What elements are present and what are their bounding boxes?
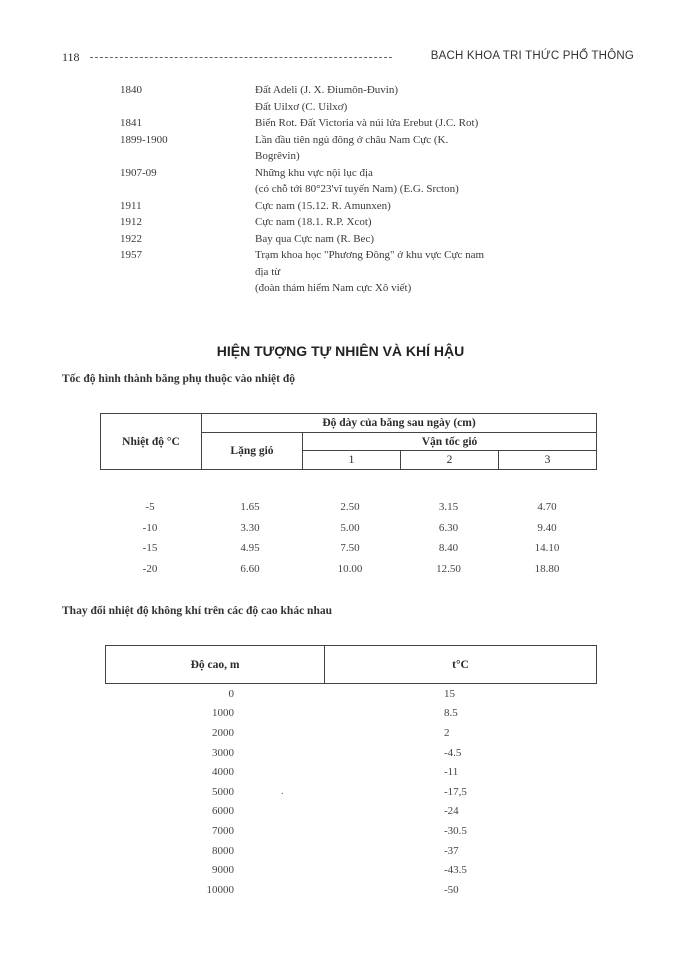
temperature-cell: 15 [444,687,455,700]
table-cell: 3.30 [240,521,260,534]
page-number: 118 [62,50,80,64]
timeline-year: 1912 [120,216,142,228]
table-cell: 6.30 [438,521,459,534]
altitude-cell: 10000 [206,883,234,896]
table-cell: -20 [142,562,158,575]
table-row [105,802,597,822]
ice-table-header [100,413,597,470]
table-cell: 18.80 [534,562,560,575]
temperature-cell: -43.5 [444,864,467,877]
altitude-cell: 1000 [212,707,234,720]
timeline-list [120,82,600,297]
table-cell: 1.65 [240,501,260,514]
spacer-cell [234,821,444,841]
timeline-year: 1911 [120,199,142,212]
ice-table-caption: Tốc độ hình thành băng phụ thuộc vào nhiệt độ [62,373,295,385]
calm-header: Lặng gió [202,433,303,470]
altitude-cell: 0 [228,687,234,700]
temp-header: Nhiệt độ °C [101,414,202,470]
table-cell: 3.15 [438,501,459,514]
table-row [100,497,597,518]
altitude-cell: 4000 [212,766,234,779]
table-cell: 4.95 [240,542,260,555]
table-cell: -10 [142,521,158,534]
altitude-table-header [105,645,597,684]
table-row [105,880,597,900]
timeline-text: Trạm khoa học "Phương Đông" ở khu vực Cực nam địa từ (đoàn thám hiểm Nam cực Xô viết) [255,249,485,294]
spacer-cell [234,684,444,704]
table-cell: 8.40 [438,542,459,555]
wind-speed-header: Vận tốc gió [303,433,597,451]
timeline-entry [120,165,600,198]
table-cell: 2.50 [340,501,360,514]
table-row [105,841,597,861]
running-title: BACH KHOA TRI THỨC PHỔ THÔNG [430,50,634,62]
table-row [105,743,597,763]
temperature-cell: -30.5 [444,824,467,837]
table-row [105,684,597,704]
thickness-header: Độ dày của băng sau ngày (cm) [202,414,597,433]
timeline-year: 1899-1900 [120,133,168,146]
table-cell: 4.70 [537,501,557,514]
table-cell: -15 [142,542,158,555]
temperature-cell: -11 [444,766,459,779]
altitude-table-caption: Thay đổi nhiệt độ không khí trên các độ cao khác nhau [62,605,332,617]
timeline-text: Bay qua Cực nam (R. Bec) [255,232,374,245]
spacer-cell [234,860,444,880]
spacer-cell [234,743,444,763]
timeline-text: Cực nam (18.1. R.P. Xcot) [255,216,372,228]
wind-col-2: 2 [400,451,498,470]
temperature-cell: -50 [444,883,459,896]
table-cell: 10.00 [337,562,363,575]
table-row [105,762,597,782]
table-row [105,704,597,724]
timeline-entry [120,115,600,132]
timeline-year: 1840 [120,84,142,96]
altitude-cell: 2000 [212,726,234,739]
temperature-cell: 2 [444,726,450,739]
spacer-cell [234,802,444,822]
temperature-cell: -24 [444,805,459,818]
spacer-cell [234,880,444,900]
timeline-text: Lần đầu tiên ngủ đông ở châu Nam Cực (K. Bogrêvin) [255,133,449,162]
spacer-cell [234,841,444,861]
table-cell: 5.00 [340,521,360,534]
temperature-cell: -4.5 [444,746,462,759]
stray-dot: . [281,786,284,797]
table-cell: 6.60 [240,562,260,575]
ice-table-data [100,497,597,579]
table-cell: -5 [145,501,155,514]
altitude-table-data [105,684,597,900]
table-cell: 14.10 [534,542,560,555]
temperature-cell: -17,5 [444,785,467,798]
table-row [105,860,597,880]
timeline-entry [120,214,600,231]
spacer-cell [234,723,444,743]
temperature-cell: 8.5 [444,707,458,720]
table-row [105,821,597,841]
timeline-entry [120,132,600,165]
timeline-year: 1957 [120,249,142,261]
wind-col-1: 1 [303,451,401,470]
timeline-text: Biển Rot. Đất Victoria và núi lửa Erebut (J.C. Rot) [255,117,479,129]
altitude-cell: 7000 [212,824,234,837]
header-rule [90,57,392,58]
temperature-cell: -37 [444,844,459,857]
table-row [100,559,597,580]
timeline-text: Những khu vực nội lục địa (có chỗ tới 80°23'vĩ tuyến Nam) (E.G. Srcton) [255,166,459,195]
altitude-cell: 8000 [212,844,234,857]
timeline-year: 1922 [120,232,142,245]
table-row [100,518,597,539]
timeline-entry [120,82,600,115]
temperature-header: t°C [325,646,597,684]
timeline-entry [120,247,600,297]
table-cell: 7.50 [340,542,360,555]
spacer-cell [234,782,444,802]
table-row [105,782,597,802]
spacer-cell [234,704,444,724]
timeline-year: 1841 [120,117,142,129]
timeline-text: Đất Adeli (J. X. Điumôn-Đuvin) Đất Uilxơ (C. Uilxơ) [255,84,398,113]
table-cell: 9.40 [537,521,557,534]
timeline-entry [120,198,600,215]
altitude-cell: 9000 [212,864,234,877]
altitude-cell: 3000 [212,746,234,759]
altitude-cell: 5000 [212,785,234,798]
timeline-year: 1907-09 [120,166,157,179]
table-row [105,723,597,743]
wind-col-3: 3 [498,451,596,470]
spacer-cell [234,762,444,782]
table-row [100,538,597,559]
table-cell: 12.50 [436,562,461,575]
timeline-entry [120,231,600,248]
timeline-text: Cực nam (15.12. R. Amunxen) [255,199,391,212]
altitude-cell: 6000 [212,805,234,818]
altitude-header: Độ cao, m [106,646,325,684]
section-heading: HIỆN TƯỢNG TỰ NHIÊN VÀ KHÍ HẬU [216,343,465,359]
